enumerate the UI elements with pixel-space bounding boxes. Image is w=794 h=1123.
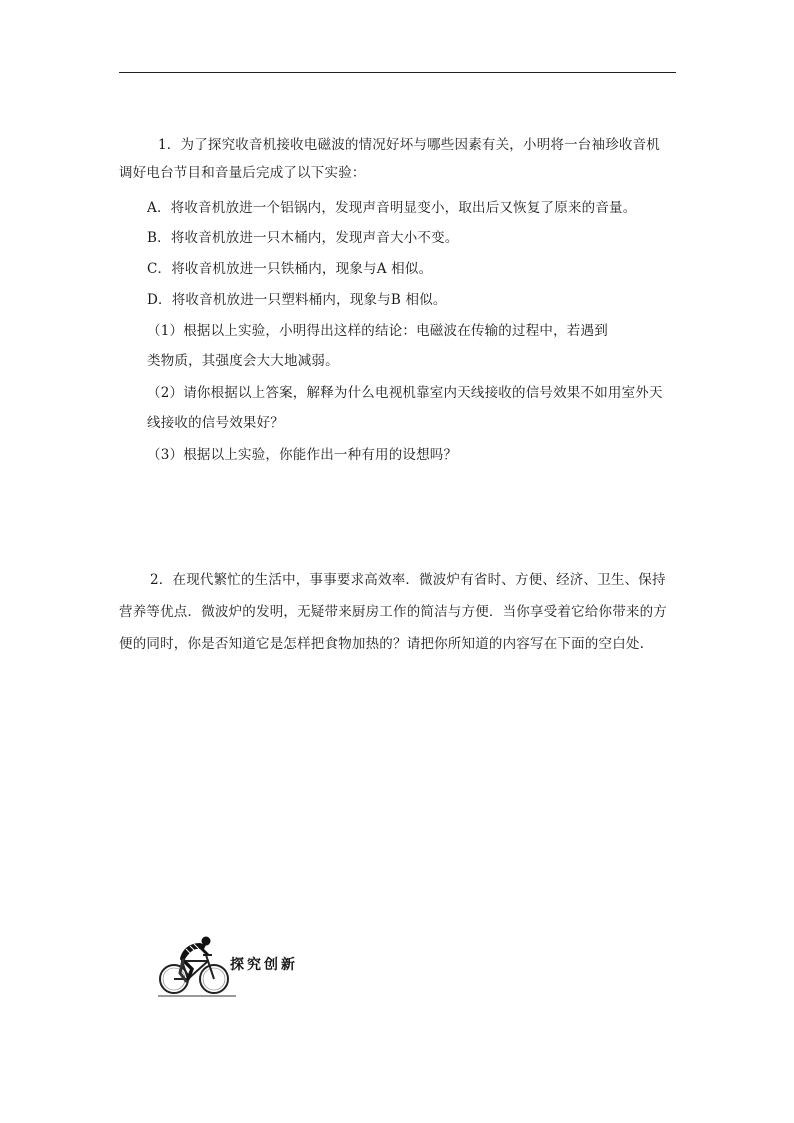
q1-line-1: 1．为了探究收音机接收电磁波的情况好坏与哪些因素有关，小明将一台袖珍收音机 (158, 137, 660, 153)
q1-option-b: B．将收音机放进一只木桶内，发现声音大小不变。 (147, 230, 459, 246)
cyclist-icon (156, 935, 236, 999)
q1-option-a: A．将收音机放进一个铝锅内，发现声音明显变小，取出后又恢复了原来的音量。 (147, 200, 637, 216)
header-rule (119, 72, 676, 73)
q1-sub3: （3）根据以上实验，你能作出一种有用的设想吗？ (147, 447, 458, 463)
q1-sub1-line-2: 类物质，其强度会大大地减弱。 (147, 353, 339, 369)
q1-sub1-line-1: （1）根据以上实验，小明得出这样的结论：电磁波在传输的过程中，若遇到 (147, 323, 608, 339)
q1-sub2-line-1: （2）请你根据以上答案，解释为什么电视机靠室内天线接收的信号效果不如用室外天 (147, 385, 663, 401)
q2-line-2: 营养等优点．微波炉的发明，无疑带来厨房工作的简洁与方便．当你享受着它给你带来的方 (119, 604, 667, 620)
q2-line-3: 便的同时，你是否知道它是怎样把食物加热的？请把你所知道的内容写在下面的空白处. (119, 636, 645, 652)
q2-line-1: 2．在现代繁忙的生活中，事事要求高效率．微波炉有省时、方便、经济、卫生、保持 (150, 572, 666, 588)
q1-sub2-line-2: 线接收的信号效果好？ (147, 415, 284, 431)
q1-option-d: D．将收音机放进一只塑料桶内，现象与B 相似。 (147, 292, 447, 308)
q1-line-2: 调好电台节目和音量后完成了以下实验： (119, 165, 366, 181)
section-title: 探究创新 (230, 957, 298, 973)
q1-option-c: C．将收音机放进一只铁桶内，现象与A 相似。 (147, 261, 433, 277)
